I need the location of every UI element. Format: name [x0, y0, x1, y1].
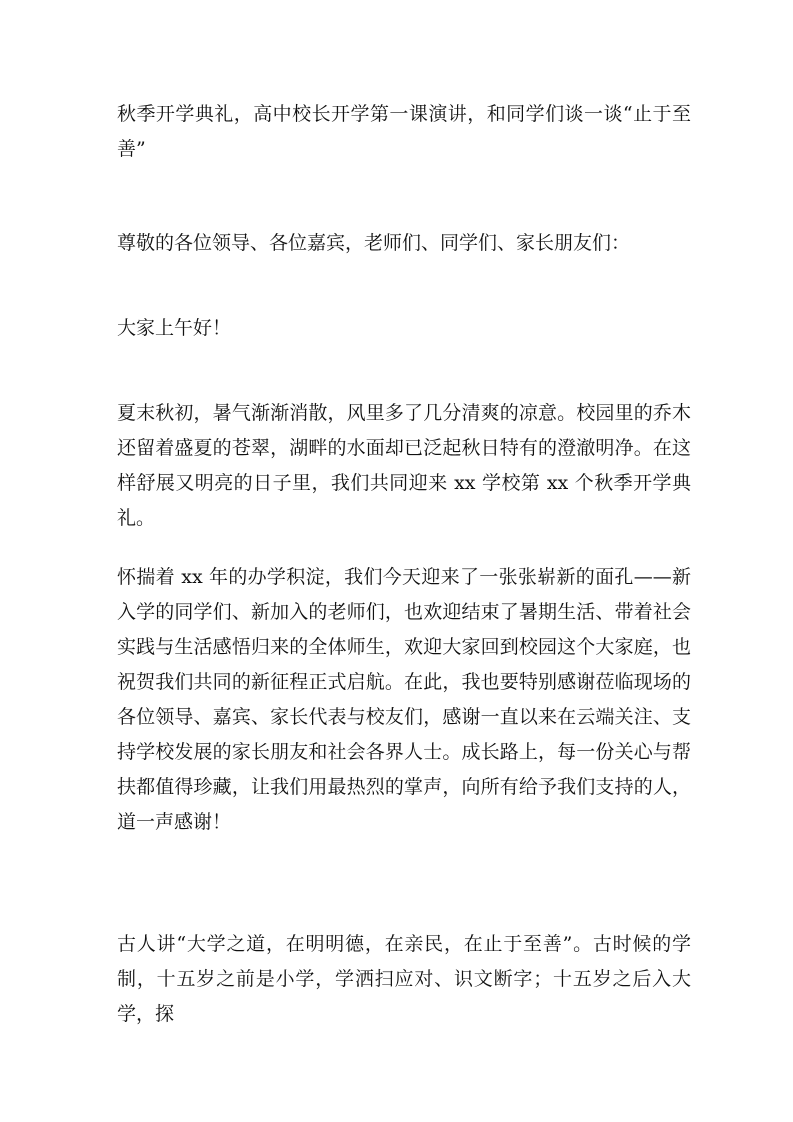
- greeting: 大家上午好！: [117, 317, 232, 339]
- salutation: 尊敬的各位领导、各位嘉宾，老师们、同学们、家长朋友们：: [117, 232, 631, 254]
- paragraph: 怀揣着 xx 年的办学积淀，我们今天迎来了一张张崭新的面孔——新入学的同学们、新加入的老师们，也欢迎结束了暑期生活、带着社会实践与生活感悟归来的全体师生，欢迎大家回到校园这个大家庭，也祝贺我们共同的新征程正式启航。在此，我也要特别感谢莅临现场的各位领导、嘉宾、家长代表与校友们，感谢一直以来在云端关注、支持学校发展的家长朋友和社会各界人士。成长路上，每一份关心与帮扶都值得珍藏，让我们用最热烈的掌声，向所有给予我们支持的人，道一声感谢！: [117, 566, 691, 833]
- paragraph: 古人讲“大学之道，在明明德，在亲民，在止于至善”。古时候的学制，十五岁之前是小学，学洒扫应对、识文断字；十五岁之后入大学，探: [117, 933, 691, 1025]
- document-title: 秋季开学典礼，高中校长开学第一课演讲，和同学们谈一谈“止于至善”: [117, 103, 691, 160]
- paragraph: 夏末秋初，暑气渐渐消散，风里多了几分清爽的凉意。校园里的乔木还留着盛夏的苍翠，湖畔的水面却已泛起秋日特有的澄澈明净。在这样舒展又明亮的日子里，我们共同迎来 xx 学校第 xx 个秋季开学典礼。: [117, 402, 691, 529]
